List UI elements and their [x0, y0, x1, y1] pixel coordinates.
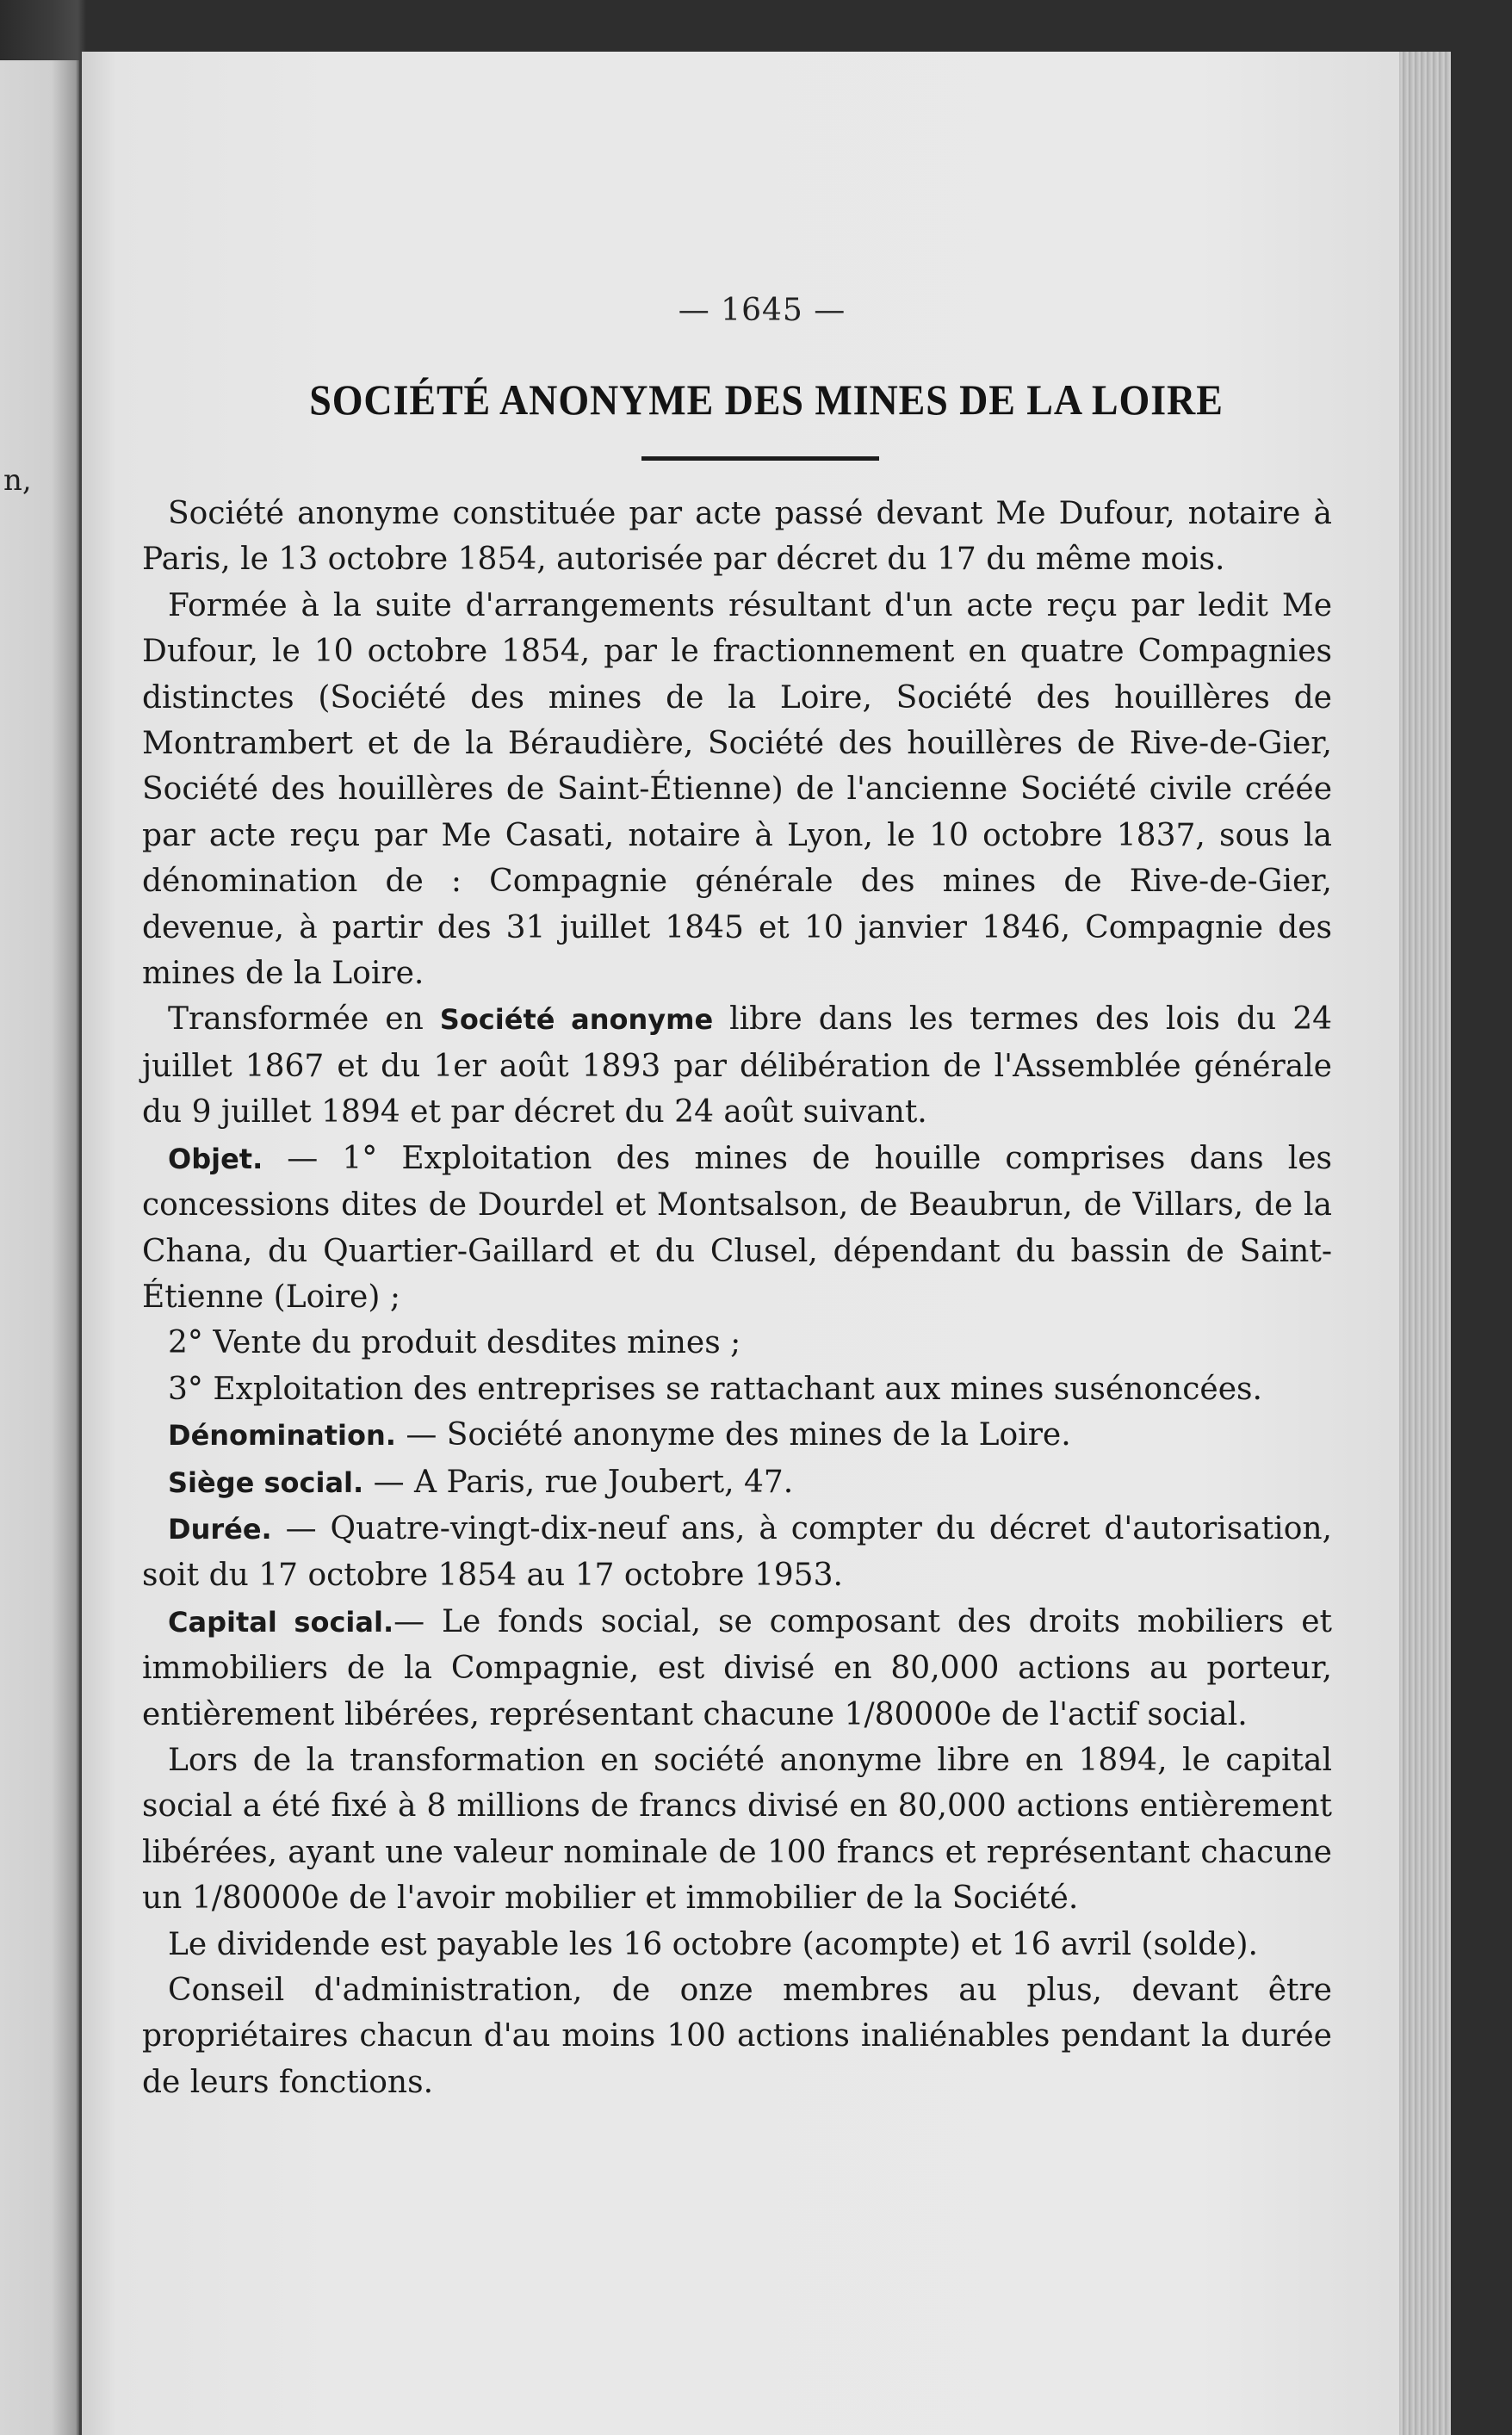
facing-page-text-fragment: n, — [3, 463, 32, 498]
siege-text: — A Paris, rue Joubert, 47. — [363, 1464, 794, 1500]
paragraph-siege — [142, 1459, 1332, 1506]
siege-label: Siège social. — [168, 1465, 364, 1499]
paragraph-conseil: Conseil d'administration, de onze membres au plus, devant être propriétaires chacun d'au moins 100 actions inaliénables pendant la durée de leurs fonctions. — [142, 1973, 1332, 2100]
capital-text: — Le fonds social, se composant des droits mobiliers et immobiliers de la Compagnie, est divisé en 80,000 actions au porteur, entièrement libérées, représentant chacune 1/80000e de l'actif social. — [142, 1603, 1333, 1732]
denomination-text: — Société anonyme des mines de la Loire. — [395, 1417, 1071, 1453]
paragraph-duree — [142, 1506, 1332, 1599]
title-divider — [641, 456, 879, 461]
document-page — [82, 52, 1451, 2435]
paragraph-objet-3: 3° Exploitation des entreprises se rattachant aux mines susénoncées. — [168, 1371, 1262, 1407]
paragraph-dividende: Le dividende est payable les 16 octobre (acompte) et 16 avril (solde). — [168, 1926, 1258, 1962]
paragraph-transformation-capital: Lors de la transformation en société anonyme libre en 1894, le capital social a été fixé à 8 millions de francs divisé en 80,000 actions entièrement libérées, ayant une valeur nominale de 100 francs et représentant chacune un 1/80000e de l'avoir mobilier et immobilier de la Société. — [142, 1742, 1332, 1917]
denomination-label: Dénomination. — [168, 1419, 396, 1453]
transformation-text-start: Transformée en — [168, 1001, 440, 1038]
capital-label: Capital social. — [168, 1605, 394, 1639]
paragraph-denomination — [142, 1412, 1332, 1459]
transformation-text-end: libre dans les termes des lois du 24 juillet 1867 et du 1er août 1893 par délibération de l'Assemblée générale du 9 juillet 1894 et par décret du 24 août suivant. — [142, 1001, 1333, 1131]
objet-label: Objet. — [168, 1142, 263, 1175]
duree-label: Durée. — [168, 1512, 272, 1546]
page-number: — 1645 — — [678, 293, 846, 328]
facing-page-edge — [0, 60, 79, 2435]
paragraph-transformation — [142, 996, 1332, 1135]
paragraph-objet-2: 2° Vente du produit desdites mines ; — [168, 1325, 741, 1361]
duree-text: — Quatre-vingt-dix-neuf ans, à compter du décret d'autorisation, soit du 17 octobre 1854 au 17 octobre 1953. — [142, 1510, 1332, 1594]
objet-text: — 1° Exploitation des mines de houille comprises dans les concessions dites de Dourdel et Montsalson, de Beaubrun, de Villars, de la Chana, du Quartier-Gaillard et du Clusel, dépendant du bassin de Saint-Étienne (Loire) ; — [142, 1140, 1332, 1315]
paragraph-capital — [142, 1599, 1332, 1738]
document-body — [142, 491, 1332, 2105]
paragraph-objet — [142, 1136, 1332, 1321]
page-title: SOCIÉTÉ ANONYME DES MINES DE LA LOIRE — [309, 375, 1224, 424]
paragraph-formation: Formée à la suite d'arrangements résultant d'un acte reçu par ledit Me Dufour, le 10 octobre 1854, par le fractionnement en quatre Compagnies distinctes (Société des mines de la Loire, Société des houillères de Montrambert et de la Béraudière, Société des houillères de Rive-de-Gier, Société des houillères de Saint-Étienne) de l'ancienne Société civile créée par acte reçu par Me Casati, notaire à Lyon, le 10 octobre 1837, sous la dénomination de : Compagnie générale des mines de Rive-de-Gier, devenue, à partir des 31 juillet 1845 et 10 janvier 1846, Compagnie des mines de la Loire. — [142, 587, 1332, 992]
page-edges-stack — [1399, 52, 1451, 2435]
transformation-bold-term: Société anonyme — [439, 1003, 714, 1037]
paragraph-constitution: Société anonyme constituée par acte passé devant Me Dufour, notaire à Paris, le 13 octobre 1854, autorisée par décret du 17 du même mois. — [142, 496, 1332, 578]
